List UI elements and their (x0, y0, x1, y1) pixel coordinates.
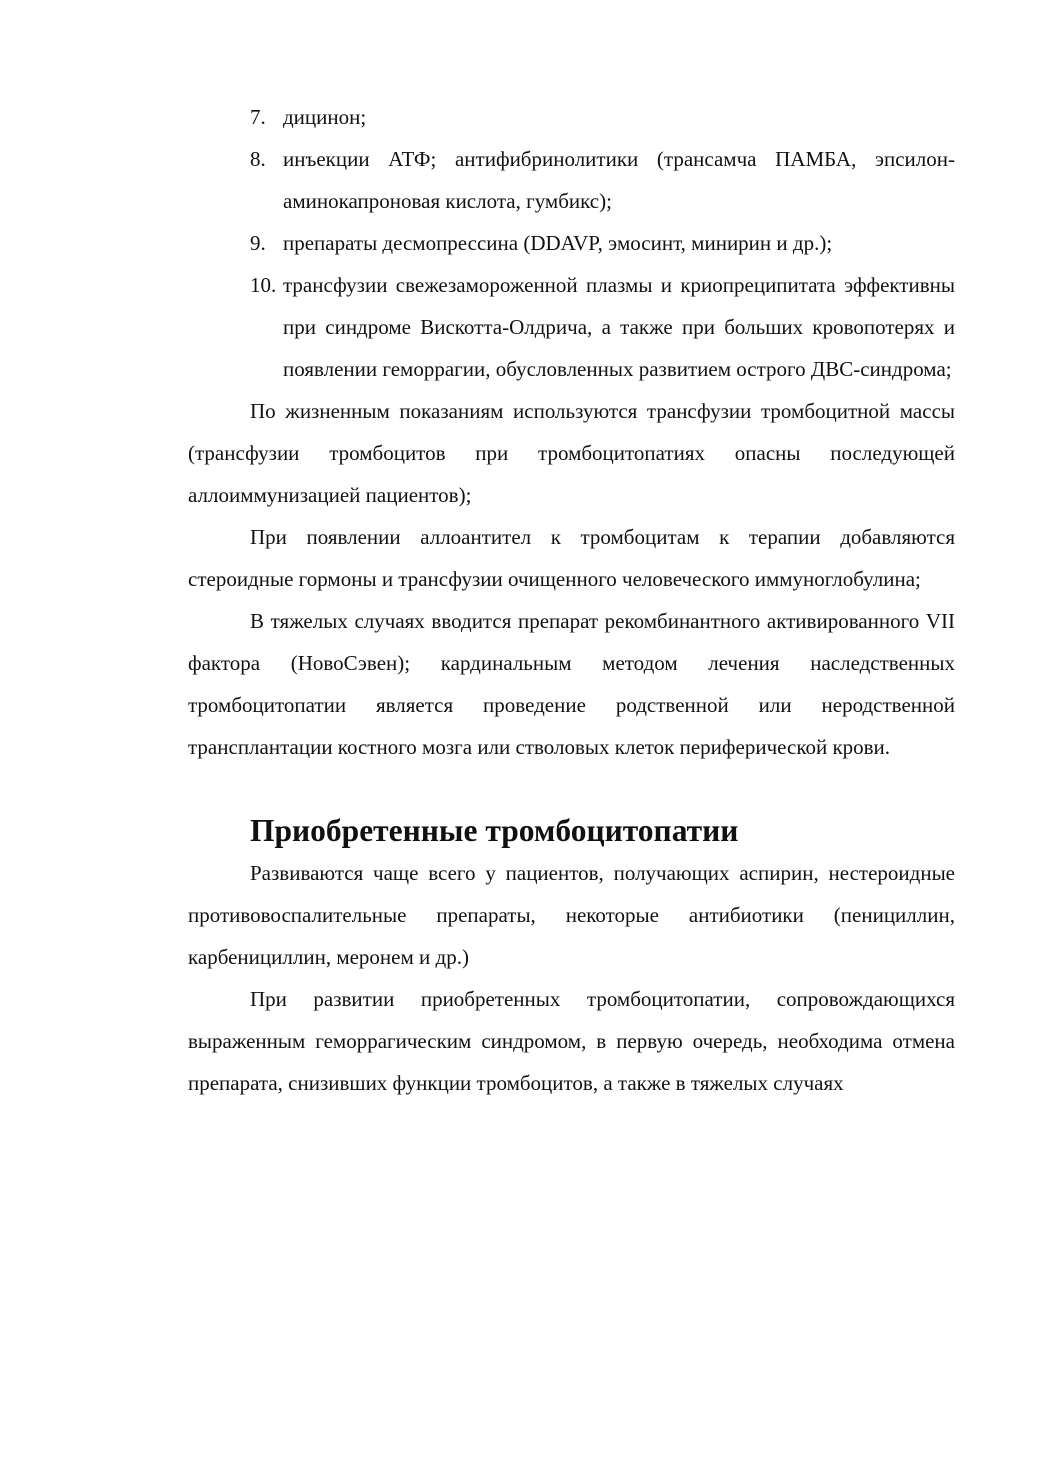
paragraph: По жизненным показаниям используются трансфузии тромбоцитной массы (трансфузии тромбоцитов при тромбоцитопатиях опасны последующей аллоиммунизацией пациентов); (188, 399, 955, 507)
paragraph: Развиваются чаще всего у пациентов, получающих аспирин, нестероидные противовоспалительные препараты, некоторые антибиотики (пенициллин, карбенициллин, меронем и др.) (188, 861, 955, 969)
list-item (188, 96, 955, 138)
list-item-text: дицинон; (283, 105, 367, 129)
list-item-text: трансфузии свежезамороженной плазмы и криопреципитата эффективны при синдроме Вискотта-Олдрича, а также при больших кровопотерях и появлении геморрагии, обусловленных развитием острого ДВС-синдрома; (283, 273, 955, 381)
paragraph: В тяжелых случаях вводится препарат рекомбинантного активированного VII фактора (НовоСэвен); кардинальным методом лечения наследственных тромбоцитопатии является проведение родственной или неродственной трансплантации костного мозга или стволовых клеток периферической крови. (188, 609, 955, 759)
list-item (188, 264, 955, 390)
list-item (188, 138, 955, 222)
section-spacer (188, 768, 955, 810)
list-item-text: препараты десмопрессина (DDAVP, эмосинт, минирин и др.); (283, 231, 833, 255)
page-content (188, 96, 955, 1104)
treatment-list (188, 96, 955, 390)
list-item-text: инъекции АТФ; антифибринолитики (трансамча ПАМБА, эпсилон-аминокапроновая кислота, гумбикс); (283, 147, 955, 213)
list-item-number: 7. (250, 105, 266, 129)
list-item-number: 10. (250, 273, 277, 297)
list-item-number: 8. (250, 147, 266, 171)
list-item-number: 9. (250, 231, 266, 255)
paragraph: При развитии приобретенных тромбоцитопатии, сопровождающихся выраженным геморрагическим синдромом, в первую очередь, необходима отмена препарата, снизивших функции тромбоцитов, а также в тяжелых случаях (188, 987, 955, 1095)
paragraph: При появлении аллоантител к тромбоцитам к терапии добавляются стероидные гормоны и трансфузии очищенного человеческого иммуноглобулина; (188, 525, 955, 591)
list-item (188, 222, 955, 264)
section-heading: Приобретенные тромбоцитопатии (250, 813, 739, 848)
